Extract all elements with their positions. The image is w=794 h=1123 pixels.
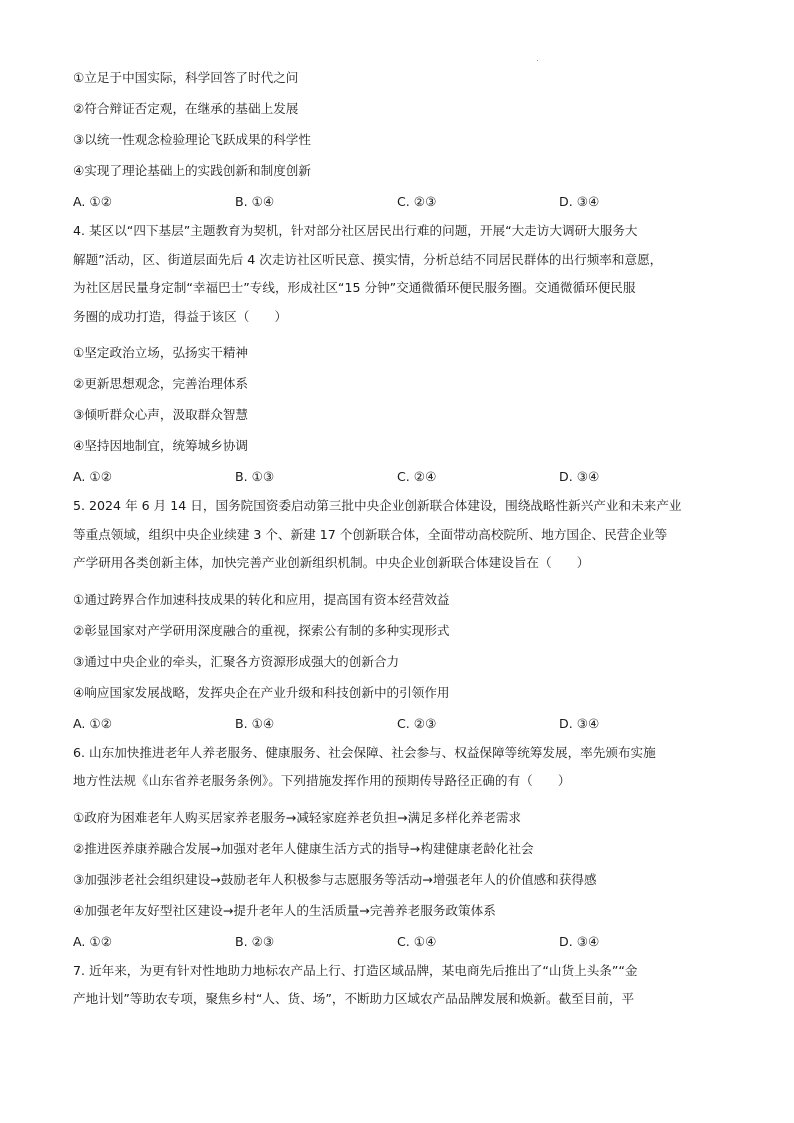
q6-option-c[interactable]: C. ①④: [397, 933, 437, 949]
scan-dot: [537, 60, 538, 61]
q5-option-b[interactable]: B. ①④: [235, 715, 275, 731]
q3-option-b[interactable]: B. ①④: [235, 194, 275, 209]
q3-statement-2: ②符合辩证否定观，在继承的基础上发展: [73, 101, 299, 116]
q3-statement-3: ③以统一性观念检验理论飞跃成果的科学性: [73, 132, 311, 147]
q5-options: [73, 708, 723, 739]
q4-option-a[interactable]: A. ①②: [73, 469, 112, 484]
q6-option-b[interactable]: B. ②③: [235, 933, 275, 949]
q3-statement-1: ①立足于中国实际，科学回答了时代之问: [73, 70, 299, 85]
q4-statement-1: ①坚定政治立场，弘扬实干精神: [73, 345, 249, 360]
q3-option-c[interactable]: C. ②③: [397, 194, 437, 209]
q4-stem-line: 解题”活动，区、街道层面先后 4 次走访社区听民意、摸实情，分析总结不同居民群体的出行频率和意愿，: [73, 251, 663, 267]
q6-statement-4: ④加强老年友好型社区建设→提升老年人的生活质量→完善养老服务政策体系: [73, 902, 496, 918]
q3-statements: [73, 62, 723, 186]
q5-stem-line: 等重点领域，组织中央企业续建 3 个、新建 17 个创新联合体，全面带动高校院所、地方国企、民营企业等: [73, 526, 668, 542]
q6-stem: [73, 739, 723, 796]
q6-statement-2: ②推进医养康养融合发展→加强对老年人健康生活方式的指导→构建健康老龄化社会: [73, 840, 534, 856]
q5-stem-line: 产学研用各类创新主体，加快完善产业创新组织机制。中央企业创新联合体建设旨在（ ）: [73, 555, 590, 570]
q5-option-c[interactable]: C. ②③: [397, 715, 437, 731]
q4-stem-line: 4. 某区以“四下基层”主题教育为契机，针对部分社区居民出行难的问题，开展“大走访大调研大服务大: [73, 223, 638, 238]
q3-statement-4: ④实现了理论基础上的实践创新和制度创新: [73, 163, 311, 178]
q4-option-c[interactable]: C. ②④: [397, 469, 437, 484]
q4-statement-3: ③倾听群众心声，汲取群众智慧: [73, 407, 249, 422]
q4-statements: [73, 337, 723, 461]
q4-stem-line: 务圈的成功打造，得益于该区（ ）: [73, 308, 288, 324]
q6-options: [73, 926, 723, 957]
q3-option-a[interactable]: A. ①②: [73, 194, 112, 209]
q7-stem-line: 7. 近年来，为更有针对性地助力地标农产品上行、打造区域品牌，某电商先后推出了“山货上头条”“金: [73, 962, 638, 978]
q6-statement-1: ①政府为困难老年人购买居家养老服务→减轻家庭养老负担→满足多样化养老需求: [73, 809, 521, 825]
q5-stem-line: 5. 2024 年 6 月 14 日，国务院国资委启动第三批中央企业创新联合体建设，围绕战略性新兴产业和未来产业: [73, 498, 682, 513]
q3-options: [73, 186, 723, 217]
q6-statement-3: ③加强涉老社会组织建设→鼓励老年人积极参与志愿服务等活动→增强老年人的价值感和获得感: [73, 871, 597, 887]
q7-stem-line: 产地计划”等助农专项，聚焦乡村“人、货、场”，不断助力区域农产品品牌发展和焕新。截至目前，平: [73, 991, 635, 1006]
q5-option-d[interactable]: D. ③④: [559, 715, 600, 731]
q4-statement-4: ④坚持因地制宜，统筹城乡协调: [73, 438, 249, 453]
q6-stem-line: 地方性法规《山东省养老服务条例》。下列措施发挥作用的预期传导路径正确的有（ ）: [73, 773, 571, 788]
q6-option-d[interactable]: D. ③④: [559, 933, 600, 949]
q6-statements: [73, 802, 723, 926]
q4-stem-line: 为社区居民量身定制“幸福巴士”专线，形成社区“15 分钟”交通微循环便民服务圈。交通微循环便民服: [73, 280, 636, 295]
q5-statement-4: ④响应国家发展战略，发挥央企在产业升级和科技创新中的引领作用: [73, 684, 450, 700]
q3-option-d[interactable]: D. ③④: [559, 194, 600, 209]
q5-statement-3: ③通过中央企业的牵头，汇聚各方资源形成强大的创新合力: [73, 653, 400, 669]
q6-stem-line: 6. 山东加快推进老年人养老服务、健康服务、社会保障、社会参与、权益保障等统筹发展，率先颁布实施: [73, 744, 656, 760]
q5-stem: [73, 492, 723, 578]
exam-page: [73, 62, 723, 1014]
q4-statement-2: ②更新思想观念，完善治理体系: [73, 376, 249, 391]
q4-stem: [73, 217, 723, 331]
q5-option-a[interactable]: A. ①②: [73, 715, 112, 731]
q7-stem: [73, 957, 723, 1014]
q4-option-b[interactable]: B. ①③: [235, 469, 275, 484]
q4-options: [73, 461, 723, 492]
q5-statement-1: ①通过跨界合作加速科技成果的转化和应用，提高国有资本经营效益: [73, 591, 450, 607]
q4-option-d[interactable]: D. ③④: [559, 469, 600, 484]
q5-statements: [73, 584, 723, 708]
q6-option-a[interactable]: A. ①②: [73, 933, 112, 949]
q5-statement-2: ②彰显国家对产学研用深度融合的重视，探索公有制的多种实现形式: [73, 622, 450, 638]
